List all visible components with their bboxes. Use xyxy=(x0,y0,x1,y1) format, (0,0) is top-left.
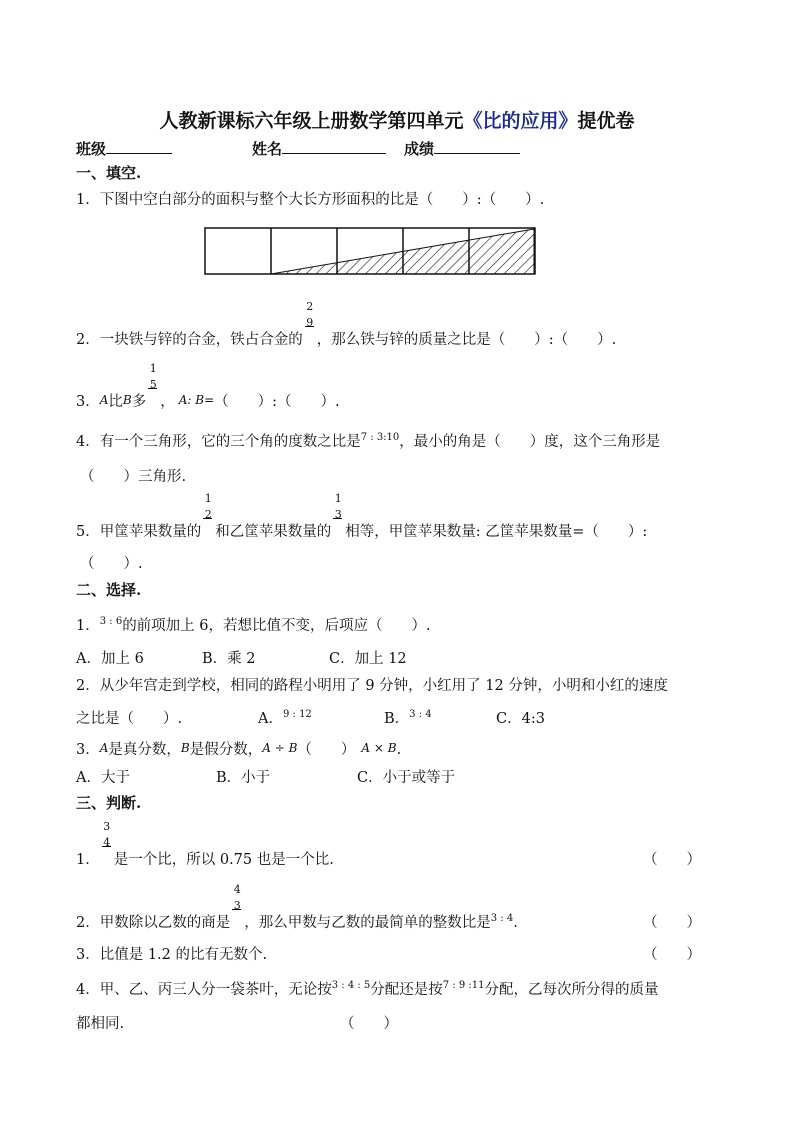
choose-q1: 1．$^{3 : 6}$的前项加上 6，若想比值不变，后项应（ ）. xyxy=(76,616,431,634)
choose-q1-opt-c[interactable]: C．加上 12 xyxy=(329,651,407,667)
class-blank[interactable] xyxy=(106,139,172,154)
judge-q2-answer[interactable]: （ ） xyxy=(643,915,701,931)
choose-q3-opt-b[interactable]: B．小于 xyxy=(216,770,271,786)
fraction: $\frac{1}{3}$ xyxy=(334,492,342,521)
judge-q1: 1． $\frac{3}{4}$ 是一个比，所以 0.75 也是一个比. xyxy=(76,820,334,868)
choose-q2-opt-c[interactable]: C．4:3 xyxy=(496,711,545,727)
judge-q1-answer[interactable]: （ ） xyxy=(643,852,701,868)
class-field: 班级 xyxy=(76,138,172,159)
choose-q1-opt-a[interactable]: A．加上 6 xyxy=(76,651,144,667)
choose-q3-opt-c[interactable]: C．小于或等于 xyxy=(357,770,456,786)
fraction: $\frac{1}{2}$ xyxy=(204,492,212,521)
score-blank[interactable] xyxy=(434,139,520,154)
choose-q2-opt-b[interactable]: B．$^{3 : 4}$ xyxy=(384,709,432,727)
section-choose-heading: 二、选择. xyxy=(76,581,142,599)
section-fill-heading: 一、填空. xyxy=(76,164,142,182)
name-field: 姓名 xyxy=(252,138,386,159)
judge-q4: 4．甲、乙、丙三人分一袋茶叶，无论按$^{3 : 4 : 5}$分配还是按$^{7 : 9 :11}$分配，乙每次所分得的质量 xyxy=(76,980,659,998)
judge-q3: 3．比值是 1.2 的比有无数个. xyxy=(76,947,268,963)
fraction: $\frac{4}{3}$ xyxy=(233,883,241,912)
fill-q2: 2．一块铁与锌的合金，铁占合金的 $\frac{2}{9}$ ，那么铁与锌的质量之比是（ ）:（ ）. xyxy=(76,300,617,348)
fill-q5: 5．甲筐苹果数量的 $\frac{1}{2}$ 和乙筐苹果数量的 $\frac{1}{3}$ 相等，甲筐苹果数量: 乙筐苹果数量=（ ）: xyxy=(76,492,648,540)
judge-q4-cont: 都相同. xyxy=(76,1016,125,1032)
fill-q4: 4．有一个三角形，它的三个角的度数之比是$^{7 : 3:10}$，最小的角是（ ）度，这个三角形是 xyxy=(76,432,661,450)
choose-q2: 2．从少年宫走到学校，相同的路程小明用了 9 分钟，小红用了 12 分钟，小明和小红的速度 xyxy=(76,678,668,694)
judge-q2: 2．甲数除以乙数的商是 $\frac{4}{3}$ ，那么甲数与乙数的最简单的整数比是$^{3 : 4}$. xyxy=(76,883,518,931)
choose-q1-opt-b[interactable]: B．乘 2 xyxy=(202,651,256,667)
fill-q3: 3．A比B多 $\frac{1}{5}$ ， A: B=（ ）:（ ）. xyxy=(76,362,340,410)
section-judge-heading: 三、判断. xyxy=(76,794,142,812)
fraction: $\frac{2}{9}$ xyxy=(306,300,314,329)
judge-q3-answer[interactable]: （ ） xyxy=(643,947,701,963)
fraction: $\frac{3}{4}$ xyxy=(103,820,111,849)
fill-q1: 1．下图中空白部分的面积与整个大长方形面积的比是（ ）:（ ）. xyxy=(76,192,545,208)
name-blank[interactable] xyxy=(282,139,386,154)
choose-q3-opt-a[interactable]: A．大于 xyxy=(76,770,130,786)
fill-q5-cont: （ ）. xyxy=(80,556,143,572)
fraction: $\frac{1}{5}$ xyxy=(149,362,157,391)
fill-q4-cont: （ ）三角形. xyxy=(80,469,187,485)
title-highlight: 《比的应用》 xyxy=(463,110,578,132)
rectangle-figure xyxy=(204,227,537,276)
score-field: 成绩 xyxy=(404,138,520,159)
judge-q4-answer[interactable]: （ ） xyxy=(340,1016,398,1032)
page-title: 人教新课标六年级上册数学第四单元《比的应用》提优卷 xyxy=(159,110,635,132)
choose-q3: 3．A是真分数，B是假分数，A ÷ B（ ） A × B. xyxy=(76,741,402,758)
choose-q2-opt-a[interactable]: A．$^{9 : 12}$ xyxy=(258,709,312,727)
choose-q2-cont: 之比是（ ）. xyxy=(76,711,183,727)
